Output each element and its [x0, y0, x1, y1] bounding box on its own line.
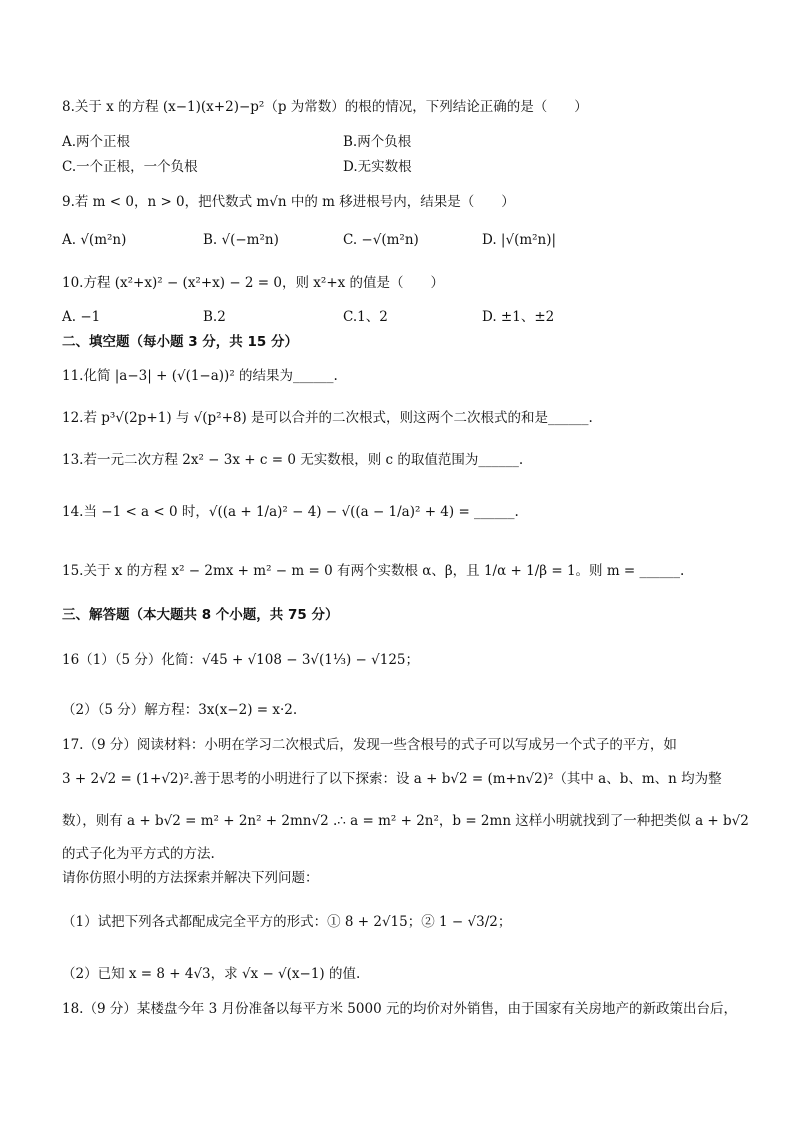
q17-line-4: 的式子化为平方式的方法.	[62, 846, 215, 862]
q17-line-1: 17.（9 分）阅读材料：小明在学习二次根式后，发现一些含根号的式子可以写成另一个式子的平方，如	[62, 737, 677, 753]
q16-part1: 16（1）（5 分）化简：√45 + √108 − 3√(1⅓) − √125；	[62, 652, 419, 668]
q10-option-d: D. ±1、±2	[482, 309, 555, 325]
q10-option-a: A. −1	[62, 309, 101, 325]
section-solve-title: 三、解答题（本大题共 8 个小题，共 75 分）	[62, 607, 339, 623]
q17-line-3: 数），则有 a + b√2 = m² + 2n² + 2mn√2 .∴ a = m² + 2n²，b = 2mn 这样小明就找到了一种把类似 a + b√2	[62, 813, 749, 829]
q18-stem: 18.（9 分）某楼盘今年 3 月份准备以每平方米 5000 元的均价对外销售，由于国家有关房地产的新政策出台后，	[62, 1001, 737, 1017]
q15: 15.关于 x 的方程 x² − 2mx + m² − m = 0 有两个实数根 α、β，且 1/α + 1/β = 1。则 m = ______.	[62, 563, 685, 579]
q17-part1: （1）试把下列各式都配成完全平方的形式：① 8 + 2√15；② 1 − √3/2；	[62, 914, 512, 930]
q14: 14.当 −1 < a < 0 时，√((a + 1/a)² − 4) − √((a − 1/a)² + 4) = ______.	[62, 504, 519, 520]
q8-stem: 8.关于 x 的方程 (x−1)(x+2)−p²（p 为常数）的根的情况，下列结论正确的是（ ）	[62, 99, 588, 115]
q10-stem: 10.方程 (x²+x)² − (x²+x) − 2 = 0，则 x²+x 的值是（ ）	[62, 275, 445, 291]
q8-option-c: C.一个正根，一个负根	[62, 159, 198, 175]
q8-option-b: B.两个负根	[343, 134, 412, 150]
q17-part2: （2）已知 x = 8 + 4√3，求 √x − √(x−1) 的值.	[62, 966, 361, 982]
q17-line-5: 请你仿照小明的方法探索并解决下列问题：	[62, 870, 319, 886]
q17-line-2: 3 + 2√2 = (1+√2)².善于思考的小明进行了以下探索：设 a + b√2 = (m+n√2)²（其中 a、b、m、n 均为整	[62, 771, 722, 787]
q13: 13.若一元二次方程 2x² − 3x + c = 0 无实数根，则 c 的取值范围为______.	[62, 452, 524, 468]
q9-option-b: B. √(−m²n)	[203, 232, 279, 248]
q10-option-c: C.1、2	[343, 309, 388, 325]
section-fill-in-title: 二、填空题（每小题 3 分，共 15 分）	[62, 334, 298, 350]
q12: 12.若 p³√(2p+1) 与 √(p²+8) 是可以合并的二次根式，则这两个二次根式的和是______.	[62, 410, 593, 426]
q8-option-a: A.两个正根	[62, 134, 131, 150]
q9-option-a: A. √(m²n)	[62, 232, 127, 248]
q10-option-b: B.2	[203, 309, 226, 325]
q9-stem: 9.若 m < 0，n > 0，把代数式 m√n 中的 m 移进根号内，结果是（ ）	[62, 194, 515, 210]
q8-option-d: D.无实数根	[343, 159, 412, 175]
q11: 11.化简 |a−3| + (√(1−a))² 的结果为______.	[62, 368, 338, 384]
q9-option-c: C. −√(m²n)	[343, 232, 419, 248]
q16-part2: （2）（5 分）解方程：3x(x−2) = x·2.	[62, 702, 298, 718]
q9-option-d: D. |√(m²n)|	[482, 232, 557, 248]
